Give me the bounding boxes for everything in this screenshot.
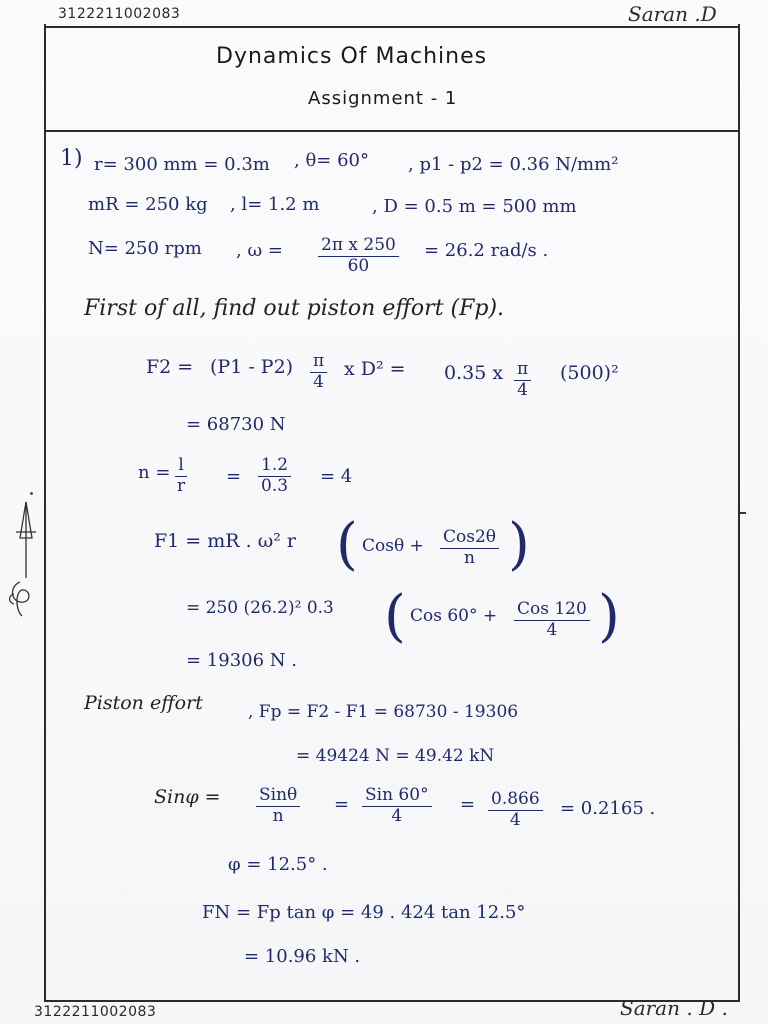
- f1-sub-den: 4: [546, 619, 558, 640]
- f2-rhs-pi-fraction: [514, 360, 531, 400]
- given-speed: N= 250 rpm: [88, 238, 202, 259]
- sin-fraction-3: [488, 790, 543, 830]
- phi-value: φ = 12.5° .: [228, 854, 328, 875]
- sin-result: = 0.2165 .: [560, 798, 656, 819]
- f2-rhs-pi-den: 4: [517, 379, 528, 400]
- sin-equals-1: =: [334, 794, 350, 815]
- f2-rhs-pi-num: π: [514, 360, 531, 381]
- n-fraction-1-num: l: [175, 456, 186, 477]
- f1-sub-open-paren: (: [384, 584, 406, 649]
- omega-fraction-num: 2π x 250: [318, 236, 399, 257]
- n-fraction-2-num: 1.2: [258, 456, 291, 477]
- sin-fraction-3-den: 4: [509, 809, 521, 830]
- piston-effort-label: Piston effort: [84, 692, 203, 714]
- f1-lhs: F1 = mR . ω² r: [154, 530, 296, 552]
- f1-sub-close-paren: ): [598, 584, 620, 649]
- n-lhs: n =: [138, 462, 171, 483]
- step-intro: First of all, find out piston effort (Fp).: [84, 296, 505, 321]
- f1-cos2-fraction: [440, 528, 499, 568]
- omega-result: = 26.2 rad/s .: [424, 240, 549, 261]
- f2-substitution-b: (500)²: [560, 362, 619, 384]
- n-fraction-1: [174, 456, 188, 496]
- f1-close-paren: ): [508, 512, 530, 577]
- f1-sub-num: Cos 120: [514, 600, 590, 621]
- piston-effort-equation: , Fp = F2 - F1 = 68730 - 19306: [248, 702, 519, 722]
- margin-dot: [30, 492, 33, 495]
- sin-fraction-2: [362, 786, 432, 826]
- f2-pi-den: 4: [313, 371, 324, 392]
- footer-student-name: Saran . D .: [620, 996, 728, 1020]
- n-result: = 4: [320, 466, 353, 487]
- f1-sub-fraction: [514, 600, 590, 640]
- given-mass: mR = 250 kg: [88, 194, 208, 215]
- sin-phi-lhs: Sinφ =: [154, 786, 221, 808]
- piston-effort-result: = 49424 N = 49.42 kN: [296, 746, 495, 766]
- omega-fraction: [318, 236, 399, 276]
- fn-equation: FN = Fp tan φ = 49 . 424 tan 12.5°: [202, 902, 526, 923]
- f2-result: = 68730 N: [186, 414, 286, 435]
- sin-fraction-2-num: Sin 60°: [362, 786, 432, 807]
- title-divider: [44, 130, 740, 132]
- f2-substitution-a: 0.35 x: [444, 362, 504, 384]
- f1-substitution: = 250 (26.2)² 0.3: [186, 598, 334, 618]
- sin-fraction-3-num: 0.866: [488, 790, 543, 811]
- sin-equals-2: =: [460, 794, 476, 815]
- question-number: 1): [60, 146, 83, 171]
- page-title: Dynamics Of Machines: [216, 44, 488, 69]
- n-fraction-2-den: 0.3: [261, 475, 289, 496]
- f1-open-paren: (: [336, 512, 358, 577]
- f1-sub-cos: Cos 60° +: [410, 606, 498, 626]
- given-omega-label: , ω =: [236, 240, 283, 261]
- given-diameter: , D = 0.5 m = 500 mm: [372, 196, 577, 217]
- f1-cos2-num: Cos2θ: [440, 528, 499, 549]
- f2-pressure-diff: (P1 - P2): [210, 356, 294, 378]
- assignment-title: Assignment - 1: [308, 88, 458, 109]
- f2-pi-fraction: [310, 352, 327, 392]
- n-equals: =: [226, 466, 242, 487]
- header-reg-number: 3122211002083: [58, 6, 181, 22]
- f2-lhs: F2 =: [146, 356, 194, 378]
- n-fraction-1-den: r: [177, 475, 186, 496]
- given-radius: r= 300 mm = 0.3m: [94, 154, 270, 175]
- f2-pi-num: π: [310, 352, 327, 373]
- given-length: , l= 1.2 m: [230, 194, 320, 215]
- sin-fraction-1-den: n: [272, 805, 284, 826]
- footer-reg-number: 3122211002083: [34, 1004, 157, 1020]
- top-rule: [44, 26, 740, 28]
- sin-fraction-1-num: Sinθ: [256, 786, 300, 807]
- f2-diameter-term: x D² =: [344, 358, 406, 380]
- margin-sketch-icon: [6, 498, 46, 628]
- fn-result: = 10.96 kN .: [244, 946, 361, 967]
- f1-cos-term: Cosθ +: [362, 536, 424, 556]
- omega-fraction-den: 60: [347, 255, 370, 276]
- header-student-name: Saran .D: [628, 2, 717, 26]
- given-angle: , θ= 60°: [294, 150, 369, 171]
- sin-fraction-2-den: 4: [391, 805, 403, 826]
- sin-fraction-1: [256, 786, 300, 826]
- right-margin-tick: [740, 512, 746, 514]
- given-pressure: , p1 - p2 = 0.36 N/mm²: [408, 154, 619, 175]
- f1-cos2-den: n: [464, 547, 475, 568]
- n-fraction-2: [258, 456, 291, 496]
- f1-result: = 19306 N .: [186, 650, 297, 671]
